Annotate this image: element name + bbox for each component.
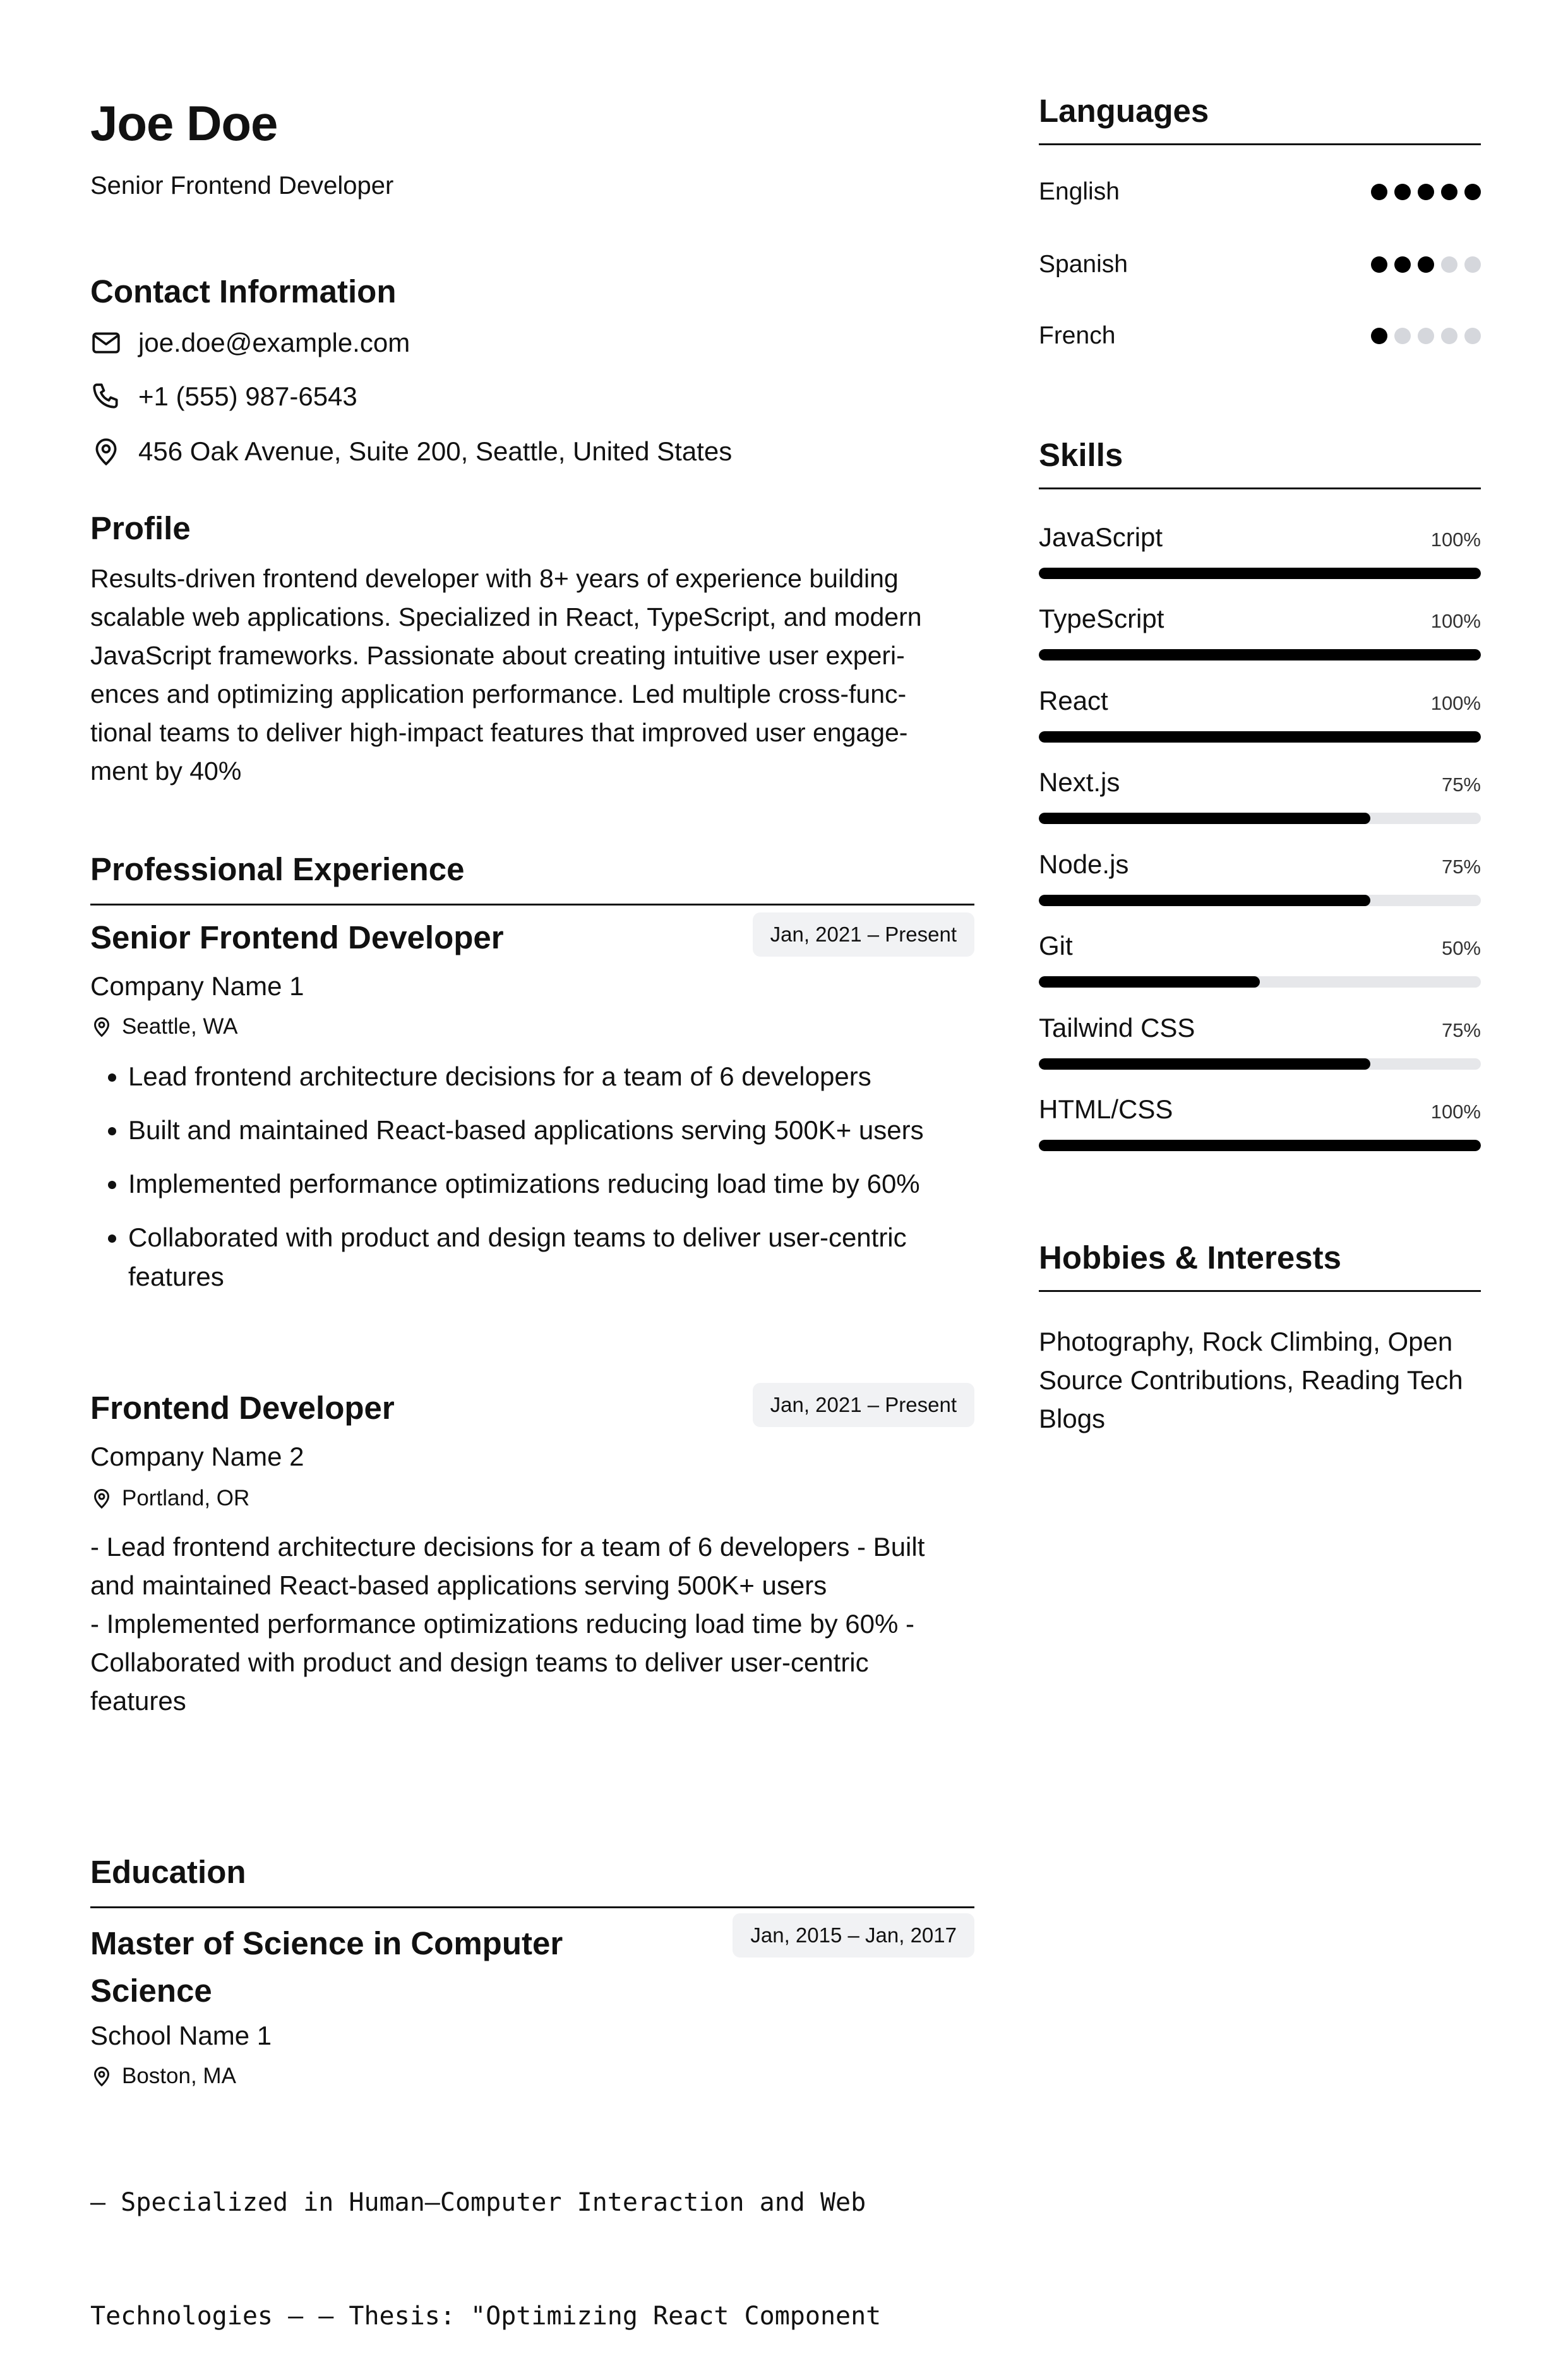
skill-percent: 100% (1430, 610, 1481, 632)
skill-name: Tailwind CSS (1039, 1013, 1195, 1043)
phone-icon (90, 381, 122, 412)
description-line: Collaborated with product and design teams to deliver user-centric (90, 1647, 869, 1677)
skill-bar-track (1039, 731, 1481, 743)
education-divider (90, 1906, 974, 1908)
skill-bar-track (1039, 813, 1481, 824)
skill-bar-track (1039, 1058, 1481, 1070)
hobbies-line: Source Contributions, Reading Tech (1039, 1365, 1463, 1395)
description-line: features (90, 1686, 186, 1716)
profile-line: ences and optimizing application performance. Led multiple cross-func- (90, 679, 907, 708)
language-name: French (1039, 322, 1116, 349)
job-title: Senior Frontend Developer (90, 919, 504, 955)
level-dot-filled (1418, 184, 1434, 200)
skill-row (1039, 931, 1481, 988)
profile-text (90, 559, 987, 791)
degree-line: Science (90, 1973, 212, 2009)
education-heading: Education (90, 1854, 246, 1890)
skill-bar-fill (1039, 1058, 1370, 1070)
skill-bar-fill (1039, 731, 1481, 743)
contact-address: 456 Oak Avenue, Suite 200, Seattle, United States (138, 436, 733, 466)
job-bullets (90, 1057, 1012, 1311)
skills-divider (1039, 487, 1481, 489)
job-location-text: Portland, OR (122, 1486, 250, 1510)
job-company: Company Name 1 (90, 971, 304, 1001)
skill-bar-fill (1039, 568, 1481, 579)
candidate-title: Senior Frontend Developer (90, 172, 394, 200)
list-item: • Built and maintained React-based applications serving 500K+ users (128, 1111, 1012, 1150)
skill-name: JavaScript (1039, 522, 1163, 552)
list-item: • Lead frontend architecture decisions for a team of 6 developers (128, 1057, 1012, 1096)
language-level-dots (1371, 328, 1481, 344)
skill-row (1039, 604, 1481, 660)
profile-line: Results-driven frontend developer with 8+ years of experience building (90, 564, 899, 593)
skill-bar-track (1039, 568, 1481, 579)
level-dot-filled (1418, 256, 1434, 273)
skill-bar-track (1039, 649, 1481, 660)
skill-percent: 50% (1441, 937, 1481, 959)
skill-bar-fill (1039, 895, 1370, 906)
job-location-text: Seattle, WA (122, 1014, 238, 1039)
profile-line: tional teams to deliver high-impact features that improved user engage- (90, 718, 908, 747)
description-line: Technologies – – Thesis: "Optimizing React Component (90, 2302, 882, 2331)
language-name: English (1039, 178, 1120, 205)
skill-row (1039, 522, 1481, 579)
skill-percent: 75% (1441, 774, 1481, 796)
skill-row (1039, 849, 1481, 906)
level-dot-empty (1394, 328, 1411, 344)
level-dot-filled (1371, 256, 1387, 273)
profile-line: ment by 40% (90, 756, 242, 786)
skill-row (1039, 1013, 1481, 1070)
map-pin-icon (90, 2065, 113, 2088)
description-line: and maintained React-based applications serving 500K+ users (90, 1570, 827, 1600)
education-date-badge: Jan, 2015 – Jan, 2017 (733, 1913, 974, 1958)
skill-bar-fill (1039, 649, 1481, 660)
skill-row (1039, 1094, 1481, 1151)
skill-percent: 100% (1430, 529, 1481, 551)
skill-percent: 75% (1441, 1019, 1481, 1041)
hobbies-line: Photography, Rock Climbing, Open (1039, 1327, 1453, 1356)
job-date-badge: Jan, 2021 – Present (753, 1383, 974, 1427)
description-line: - Lead frontend architecture decisions for a team of 6 developers - Built (90, 1532, 925, 1562)
degree-line: Master of Science in Computer (90, 1925, 563, 1961)
hobbies-line: Blogs (1039, 1404, 1106, 1433)
contact-address-row (90, 436, 732, 467)
skill-name: Git (1039, 931, 1073, 960)
hobbies-heading: Hobbies & Interests (1039, 1240, 1341, 1276)
skill-bar-track (1039, 976, 1481, 988)
skill-name: Node.js (1039, 849, 1129, 879)
map-pin-icon (90, 436, 122, 467)
level-dot-filled (1394, 184, 1411, 200)
mail-icon (90, 327, 122, 359)
skill-bar-fill (1039, 976, 1260, 988)
hobbies-text (1039, 1322, 1493, 1438)
skill-bar-fill (1039, 1140, 1481, 1151)
skill-percent: 100% (1430, 1101, 1481, 1123)
map-pin-icon (90, 1015, 113, 1038)
skill-name: React (1039, 686, 1108, 715)
degree-title (90, 1920, 563, 2014)
job-location (90, 1486, 249, 1511)
level-dot-filled (1441, 184, 1457, 200)
job-description (90, 1527, 987, 1720)
contact-phone-row (90, 381, 357, 412)
skill-name: HTML/CSS (1039, 1094, 1173, 1124)
skill-bar-fill (1039, 813, 1370, 824)
experience-heading: Professional Experience (90, 851, 465, 887)
skill-name: Next.js (1039, 767, 1120, 797)
experience-divider (90, 904, 974, 906)
level-dot-filled (1394, 256, 1411, 273)
level-dot-empty (1464, 256, 1481, 273)
school-location-text: Boston, MA (122, 2064, 236, 2088)
education-description (90, 2108, 987, 2373)
skill-row (1039, 686, 1481, 743)
contact-heading: Contact Information (90, 273, 397, 309)
level-dot-filled (1371, 328, 1387, 344)
level-dot-filled (1371, 184, 1387, 200)
contact-email[interactable]: joe.doe@example.com (138, 328, 410, 357)
job-location (90, 1014, 238, 1039)
profile-heading: Profile (90, 510, 191, 546)
skill-percent: 100% (1430, 692, 1481, 714)
language-row (1039, 178, 1481, 206)
language-row (1039, 322, 1481, 350)
job-date-badge: Jan, 2021 – Present (753, 912, 974, 957)
contact-email-row (90, 327, 410, 359)
skill-bar-track (1039, 1140, 1481, 1151)
job-title: Frontend Developer (90, 1390, 395, 1426)
description-line: - Implemented performance optimizations reducing load time by 60% - (90, 1609, 914, 1639)
level-dot-filled (1464, 184, 1481, 200)
level-dot-empty (1464, 328, 1481, 344)
language-name: Spanish (1039, 251, 1128, 278)
languages-divider (1039, 143, 1481, 145)
skill-percent: 75% (1441, 856, 1481, 878)
list-item: • Implemented performance optimizations reducing load time by 60% (128, 1164, 1012, 1204)
contact-phone[interactable]: +1 (555) 987-6543 (138, 381, 357, 411)
languages-heading: Languages (1039, 93, 1209, 129)
skill-name: TypeScript (1039, 604, 1164, 633)
profile-line: JavaScript frameworks. Passionate about creating intuitive user experi- (90, 641, 905, 670)
school-location (90, 2064, 236, 2089)
description-line: – Specialized in Human–Computer Interaction and Web (90, 2188, 866, 2217)
skill-bar-track (1039, 895, 1481, 906)
job-company: Company Name 2 (90, 1442, 304, 1471)
list-item: • Collaborated with product and design teams to deliver user-centric features (128, 1218, 955, 1296)
level-dot-empty (1441, 256, 1457, 273)
language-level-dots (1371, 256, 1481, 273)
language-level-dots (1371, 184, 1481, 200)
profile-line: scalable web applications. Specialized in React, TypeScript, and modern (90, 602, 922, 631)
candidate-name: Joe Doe (90, 95, 278, 151)
level-dot-empty (1418, 328, 1434, 344)
hobbies-divider (1039, 1290, 1481, 1292)
skill-row (1039, 767, 1481, 824)
school-name: School Name 1 (90, 2021, 272, 2050)
skills-heading: Skills (1039, 437, 1123, 473)
language-row (1039, 251, 1481, 278)
level-dot-empty (1441, 328, 1457, 344)
map-pin-icon (90, 1487, 113, 1510)
